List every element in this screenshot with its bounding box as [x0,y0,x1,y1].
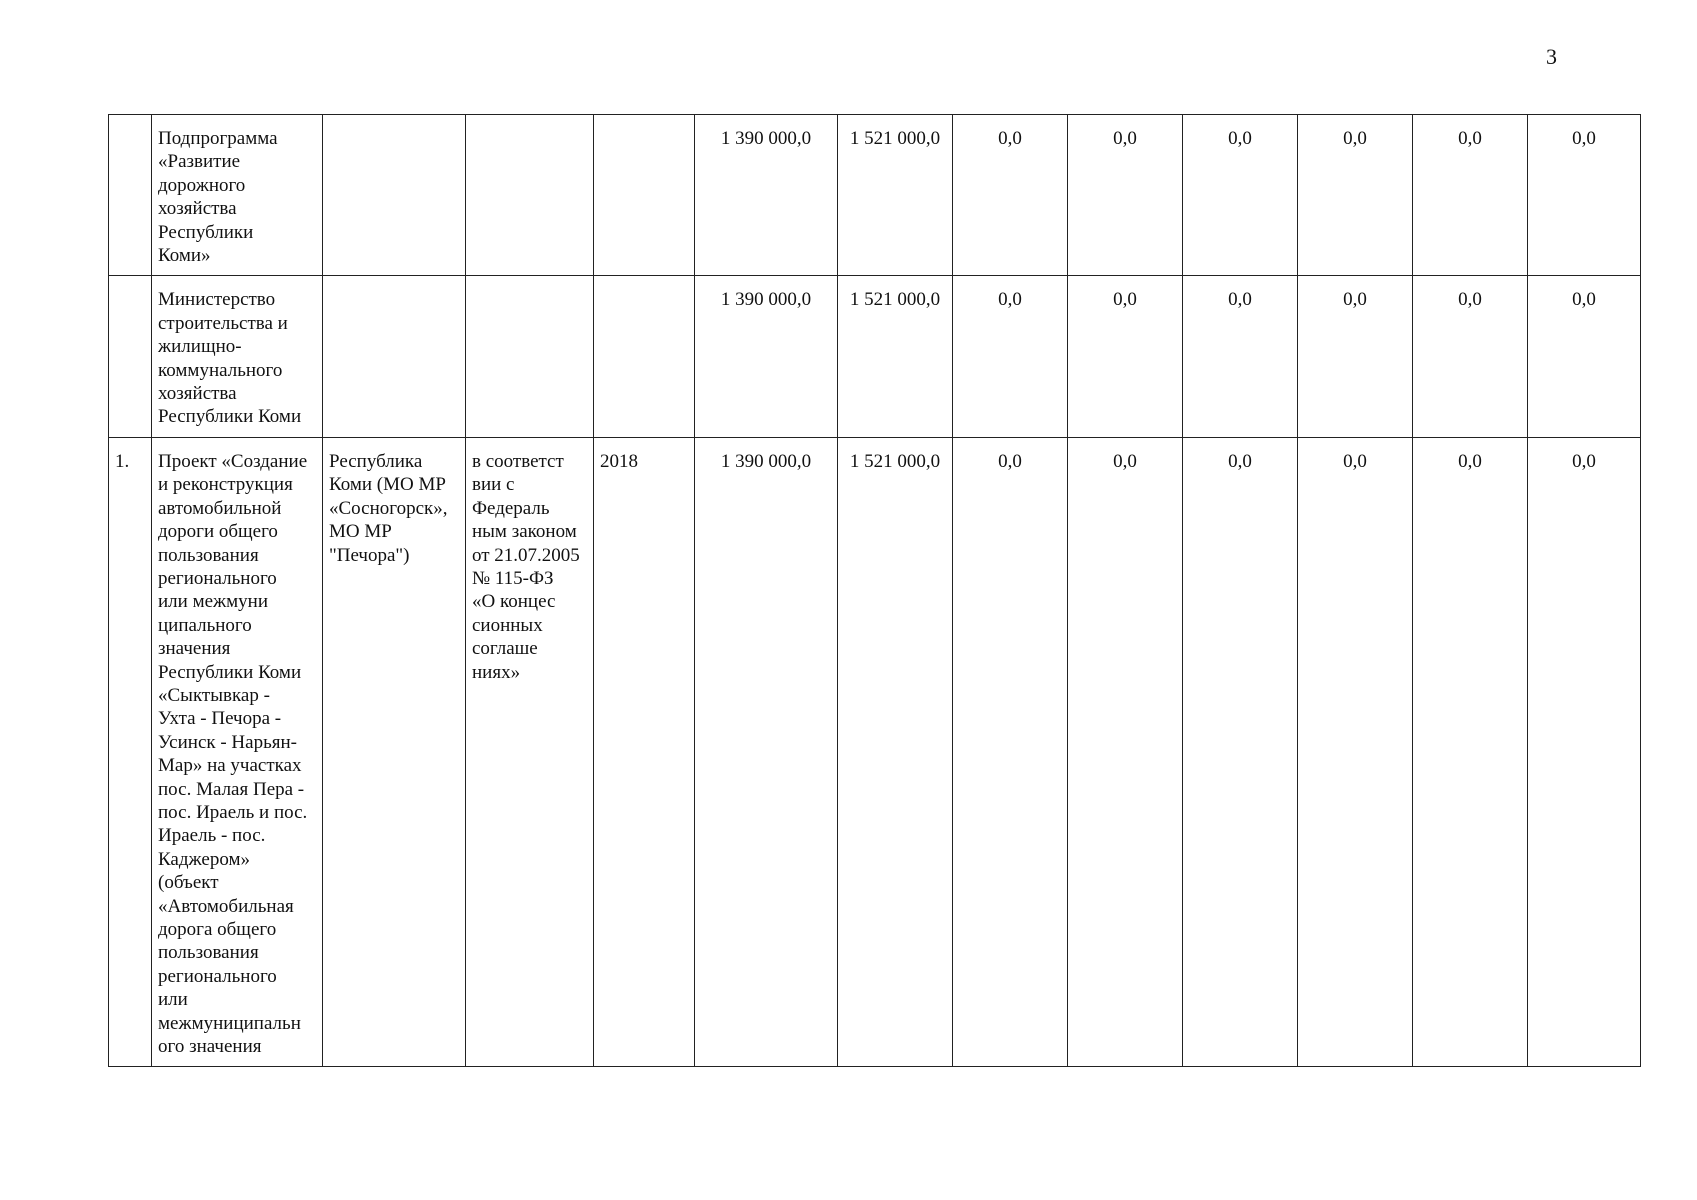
cell-amount-2: 1 521 000,0 [838,115,953,276]
cell-basis [466,276,594,437]
page-number: 3 [1546,44,1557,69]
cell-amount-2: 1 521 000,0 [838,437,953,1067]
cell-year: 2018 [594,437,695,1067]
cell-amount-2: 1 521 000,0 [838,276,953,437]
cell-amount-1: 1 390 000,0 [695,115,838,276]
cell-amount-3: 0,0 [953,437,1068,1067]
cell-number [109,276,152,437]
table-row-ministry [109,276,1641,437]
cell-amount-6: 0,0 [1298,276,1413,437]
cell-name: Министерство строительства и жилищно- коммунального хозяйства Республики Коми [152,276,323,437]
cell-amount-4: 0,0 [1068,115,1183,276]
cell-amount-3: 0,0 [953,115,1068,276]
cell-amount-8: 0,0 [1528,437,1641,1067]
cell-name: Проект «Создание и реконструкция автомобильной дороги общего пользования регионального или межмуни ципального значения Республики Коми «Сыктывкар - Ухта - Печора - Усинск - Нарьян- Мар» на участках пос. Малая Пера - пос. Ираель и пос. Ираель - пос. Каджером» (объект «Автомобильная дорога общего пользования регионального или межмуниципальн ого значения [152,437,323,1067]
cell-amount-5: 0,0 [1183,276,1298,437]
table-row-subprogram [109,115,1641,276]
cell-name: Подпрограмма «Развитие дорожного хозяйства Республики Коми» [152,115,323,276]
cell-amount-4: 0,0 [1068,437,1183,1067]
cell-amount-4: 0,0 [1068,276,1183,437]
cell-territory: Республика Коми (МО МР «Сосногорск», МО МР "Печора") [323,437,466,1067]
cell-amount-8: 0,0 [1528,115,1641,276]
cell-year [594,115,695,276]
cell-amount-3: 0,0 [953,276,1068,437]
cell-amount-1: 1 390 000,0 [695,276,838,437]
cell-amount-7: 0,0 [1413,115,1528,276]
cell-number [109,115,152,276]
cell-number: 1. [109,437,152,1067]
cell-basis: в соответст вии с Федераль ным законом от 21.07.2005 № 115-ФЗ «О концес сионных соглаше ниях» [466,437,594,1067]
cell-territory [323,276,466,437]
cell-amount-5: 0,0 [1183,437,1298,1067]
table-row-project [109,437,1641,1067]
financing-table [108,114,1641,1067]
cell-amount-1: 1 390 000,0 [695,437,838,1067]
cell-year [594,276,695,437]
cell-amount-6: 0,0 [1298,115,1413,276]
cell-territory [323,115,466,276]
cell-amount-6: 0,0 [1298,437,1413,1067]
cell-basis [466,115,594,276]
cell-amount-5: 0,0 [1183,115,1298,276]
cell-amount-8: 0,0 [1528,276,1641,437]
cell-amount-7: 0,0 [1413,437,1528,1067]
cell-amount-7: 0,0 [1413,276,1528,437]
